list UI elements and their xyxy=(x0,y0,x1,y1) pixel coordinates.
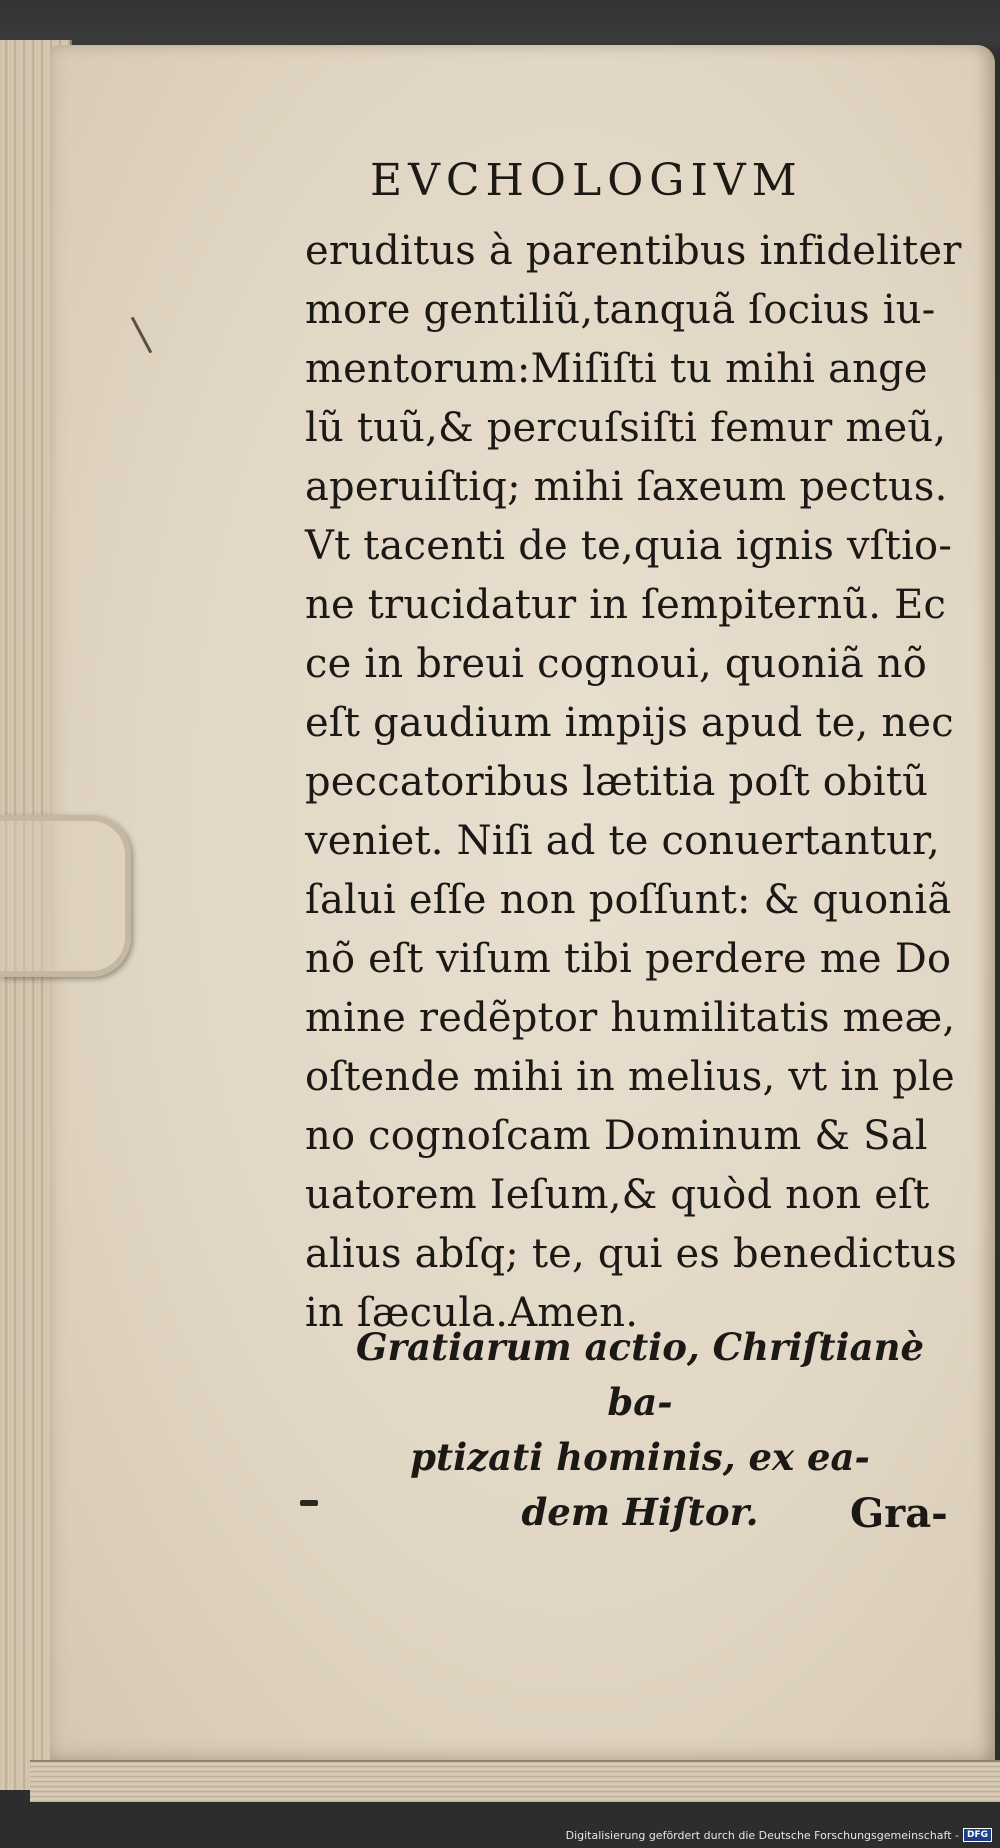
text-line: mentorum:Miſiſti tu mihi ange xyxy=(305,346,928,392)
text-line: eſt gaudium impijs apud te, nec xyxy=(305,700,954,746)
text-line: in ſæcula.Amen. xyxy=(305,1290,639,1336)
text-line: veniet. Niſi ad te conuertantur, xyxy=(305,818,940,864)
text-line: no cognoſcam Dominum & Sal xyxy=(305,1113,928,1159)
text-line: ne trucidatur in ſempiternũ. Ec xyxy=(305,582,947,628)
running-head: EVCHOLOGIVM xyxy=(370,155,803,206)
text-line: ſalui eſſe non poſſunt: & quoniã xyxy=(305,877,952,923)
text-line: uatorem Ieſum,& quòd non eſt xyxy=(305,1172,930,1218)
text-line: ce in breui cognoui, quoniã nõ xyxy=(305,641,928,687)
text-line: Vt tacenti de te,quia ignis vſtio- xyxy=(305,523,953,569)
text-line: oſtende mihi in melius, vt in ple xyxy=(305,1054,955,1100)
text-line: lũ tuũ,& percuſsiſti femur meũ, xyxy=(305,405,947,451)
body-text xyxy=(305,222,975,1343)
catchword: Gra- xyxy=(850,1490,948,1537)
digitization-credit xyxy=(566,1828,992,1842)
rubric-line: Gratiarum actio, Chriſtianè ba- xyxy=(355,1325,925,1424)
text-line: mine redẽptor humilitatis meæ, xyxy=(305,995,956,1041)
rubric-line: dem Hiſtor. xyxy=(521,1490,759,1534)
text-line: eruditus à parentibus infideliter xyxy=(305,228,962,274)
text-line: more gentiliũ,tanquã ſocius iu- xyxy=(305,287,936,333)
bookmark-clip xyxy=(0,815,131,977)
ink-mark xyxy=(300,1500,318,1506)
text-line: aperuiſtiq; mihi ſaxeum pectus. xyxy=(305,464,948,510)
dfg-logo: DFG xyxy=(963,1828,992,1842)
credit-text: Digitalisierung gefördert durch die Deutsche Forschungsgemeinschaft - xyxy=(565,1828,959,1842)
page-edges-bottom xyxy=(30,1760,1000,1802)
text-line: nõ eſt viſum tibi perdere me Do xyxy=(305,936,952,982)
text-line: peccatoribus lætitia poſt obitũ xyxy=(305,759,929,805)
rubric-line: ptizati hominis, ex ea- xyxy=(410,1435,870,1479)
text-line: alius abſq; te, qui es benedictus xyxy=(305,1231,957,1277)
